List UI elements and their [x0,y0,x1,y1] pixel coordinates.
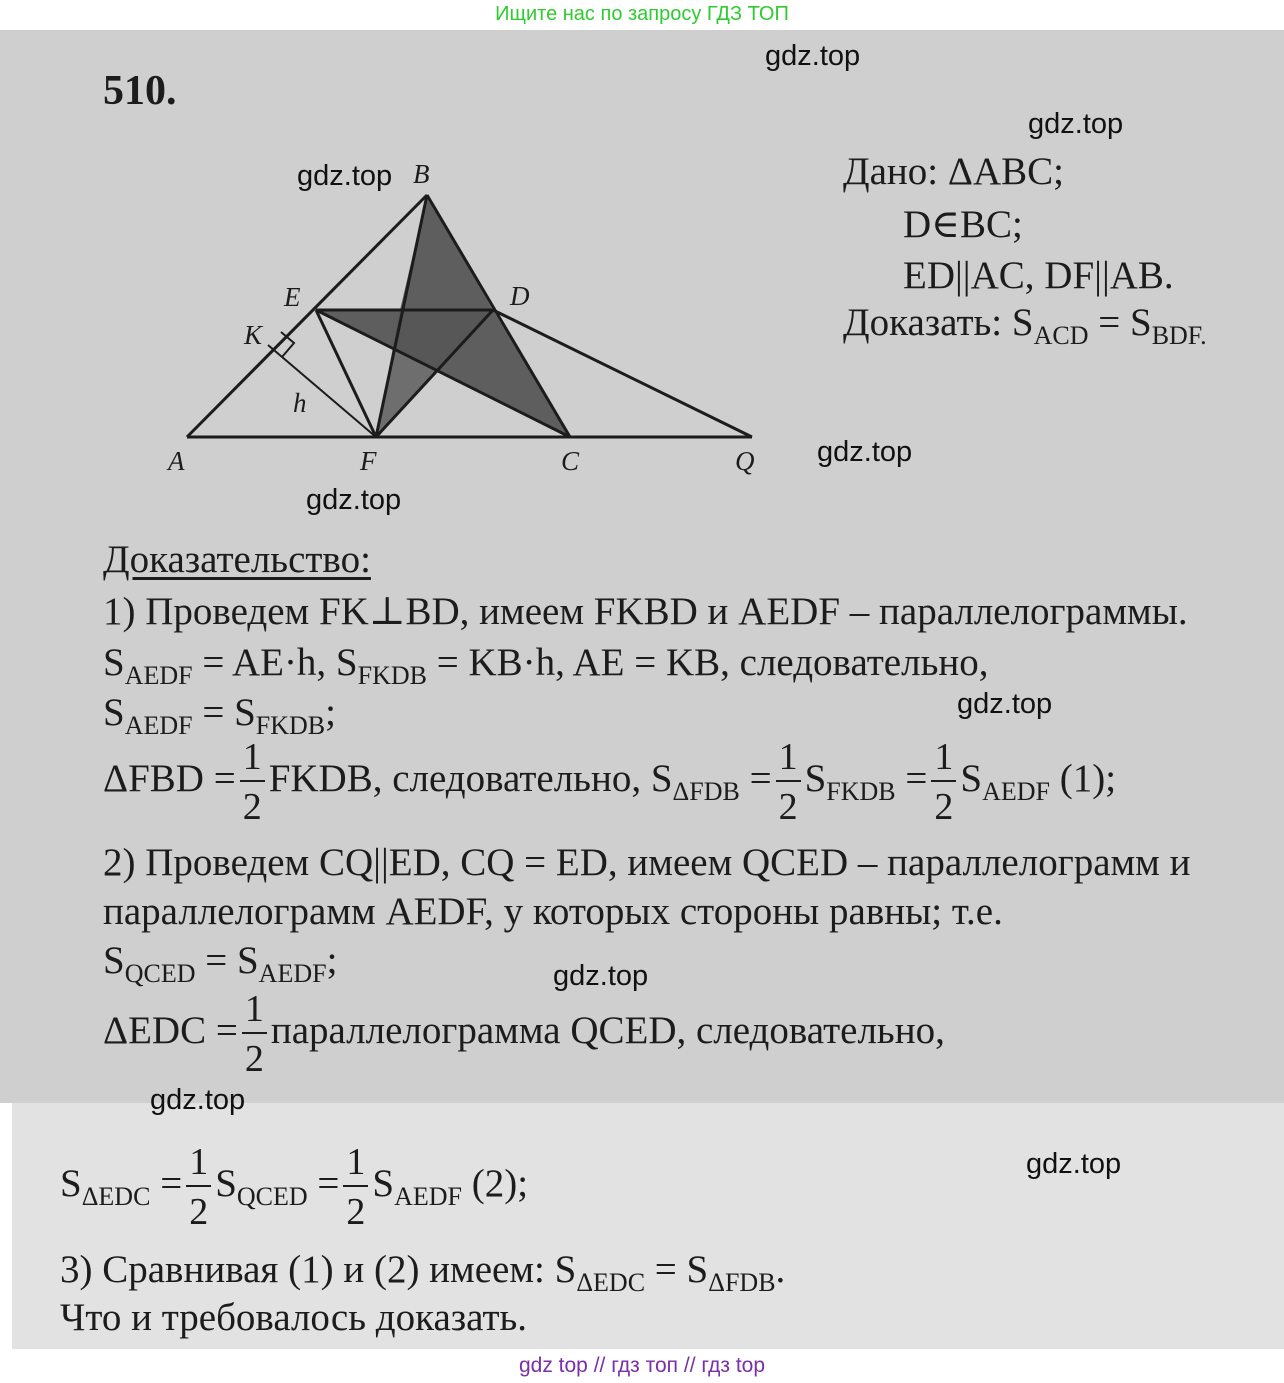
watermark: gdz.top [765,40,861,72]
text: (2); [462,1161,529,1205]
fraction-denominator: 2 [346,1191,366,1233]
step1-line-2 [103,643,989,689]
label-k: K [244,320,263,350]
text: FKDB, следовательно, S [268,756,673,800]
shaded-regions [316,195,570,437]
watermark: gdz.top [1026,1148,1122,1180]
fraction [186,1143,211,1231]
step2-line-4 [103,990,945,1078]
text: 3) Сравнивая (1) и (2) имеем: S [60,1248,577,1291]
proof-heading: Доказательство: [103,538,371,581]
prove-mid: = S [1088,301,1152,344]
step1-line-3 [103,693,336,739]
label-a: A [168,446,185,476]
fraction-denominator: 2 [934,786,954,828]
step2-line-3 [103,941,337,987]
page-edge [0,1103,12,1349]
text: = KB·h, AE = KB, следовательно, [426,641,989,684]
subscript: ΔEDC [81,1181,151,1211]
subscript: FKDB [357,661,427,690]
text: = AE·h, S [192,641,358,684]
text: = [307,1161,340,1205]
label-b: B [413,159,430,189]
watermark: gdz.top [553,960,649,992]
text: ΔFBD = [103,756,236,800]
fraction-numerator: 1 [343,1143,368,1187]
text: S [960,756,983,800]
watermark: gdz.top [297,160,393,192]
step1-line-4 [103,738,1116,826]
text: S [372,1161,395,1205]
conclusion: Что и требовалось доказать. [60,1296,528,1339]
fraction-numerator: 1 [776,738,801,782]
footer-links: gdz top // гдз топ // гдз top [0,1349,1284,1383]
fraction-numerator: 1 [242,990,267,1034]
fraction [240,738,265,826]
step2-line-2: параллелограмм AEDF, у которых стороны равны; т.е. [103,890,1003,933]
fraction [776,738,801,826]
subscript: AEDF [982,776,1050,806]
step2-line-5 [60,1143,528,1231]
fraction-numerator: 1 [931,738,956,782]
subscript: ΔEDC [576,1268,646,1297]
fraction-denominator: 2 [242,786,262,828]
watermark: gdz.top [817,436,913,468]
problem-number: 510. [103,68,177,114]
search-banner: Ищите нас по запросу ГДЗ ТОП [0,0,1284,30]
height-fk [268,345,376,437]
text: ΔEDC = [103,1008,238,1052]
step1-line-1: 1) Проведем FK⊥BD, имеем FKBD и AEDF – параллелограммы. [103,590,1188,633]
text: = [739,756,772,800]
subscript: FKDB [826,776,896,806]
prove-sub-1: ACD [1033,321,1089,350]
watermark: gdz.top [957,688,1053,720]
step2-line-1: 2) Проведем CQ||ED, CQ = ED, имеем QCED – параллелограмм и [103,841,1191,884]
fraction-numerator: 1 [186,1143,211,1187]
text: S [215,1161,237,1205]
text: S [804,756,827,800]
subscript: ΔFDB [672,776,740,806]
subscript: AEDF [258,959,327,988]
text: параллелограмма QCED, следовательно, [270,1008,945,1052]
subscript: ΔFDB [708,1268,776,1297]
fraction-denominator: 2 [244,1038,264,1080]
label-f: F [360,446,377,476]
fraction [343,1143,368,1231]
label-d: D [510,281,530,311]
watermark: gdz.top [1028,108,1124,140]
fraction [931,738,956,826]
given-line-2: D∈BC; [903,203,1023,246]
text: . [775,1248,786,1291]
label-e: E [284,282,301,312]
fraction [242,990,267,1078]
text: S [103,939,125,982]
text: (1); [1050,756,1117,800]
label-q: Q [735,446,755,476]
given-line-1: Дано: ΔABC; [843,150,1064,193]
text: = [895,756,928,800]
subscript: QCED [236,1181,308,1211]
fraction-denominator: 2 [189,1191,209,1233]
subscript: FKDB [255,711,326,740]
text: S [103,641,125,684]
text: S [60,1161,82,1205]
triangle-figure [150,150,790,490]
text: S [103,691,125,734]
text: ; [326,939,338,982]
subscript: AEDF [394,1181,463,1211]
text: = S [192,691,256,734]
prove-prefix: Доказать: S [843,301,1034,344]
fraction-numerator: 1 [240,738,265,782]
given-line-3: ED||AC, DF||AB. [903,254,1174,297]
subscript: QCED [124,959,196,988]
subscript: AEDF [124,661,193,690]
fraction-denominator: 2 [778,786,798,828]
prove-sub-2: BDF. [1151,321,1207,350]
step3-line-1 [60,1250,785,1296]
subscript: AEDF [124,711,193,740]
text: = [150,1161,183,1205]
watermark: gdz.top [306,484,402,516]
text: ; [325,691,336,734]
label-h: h [293,388,307,418]
prove-line [843,303,1207,349]
text: = S [645,1248,709,1291]
watermark: gdz.top [150,1084,246,1116]
text: = S [195,939,259,982]
label-c: C [561,446,580,476]
